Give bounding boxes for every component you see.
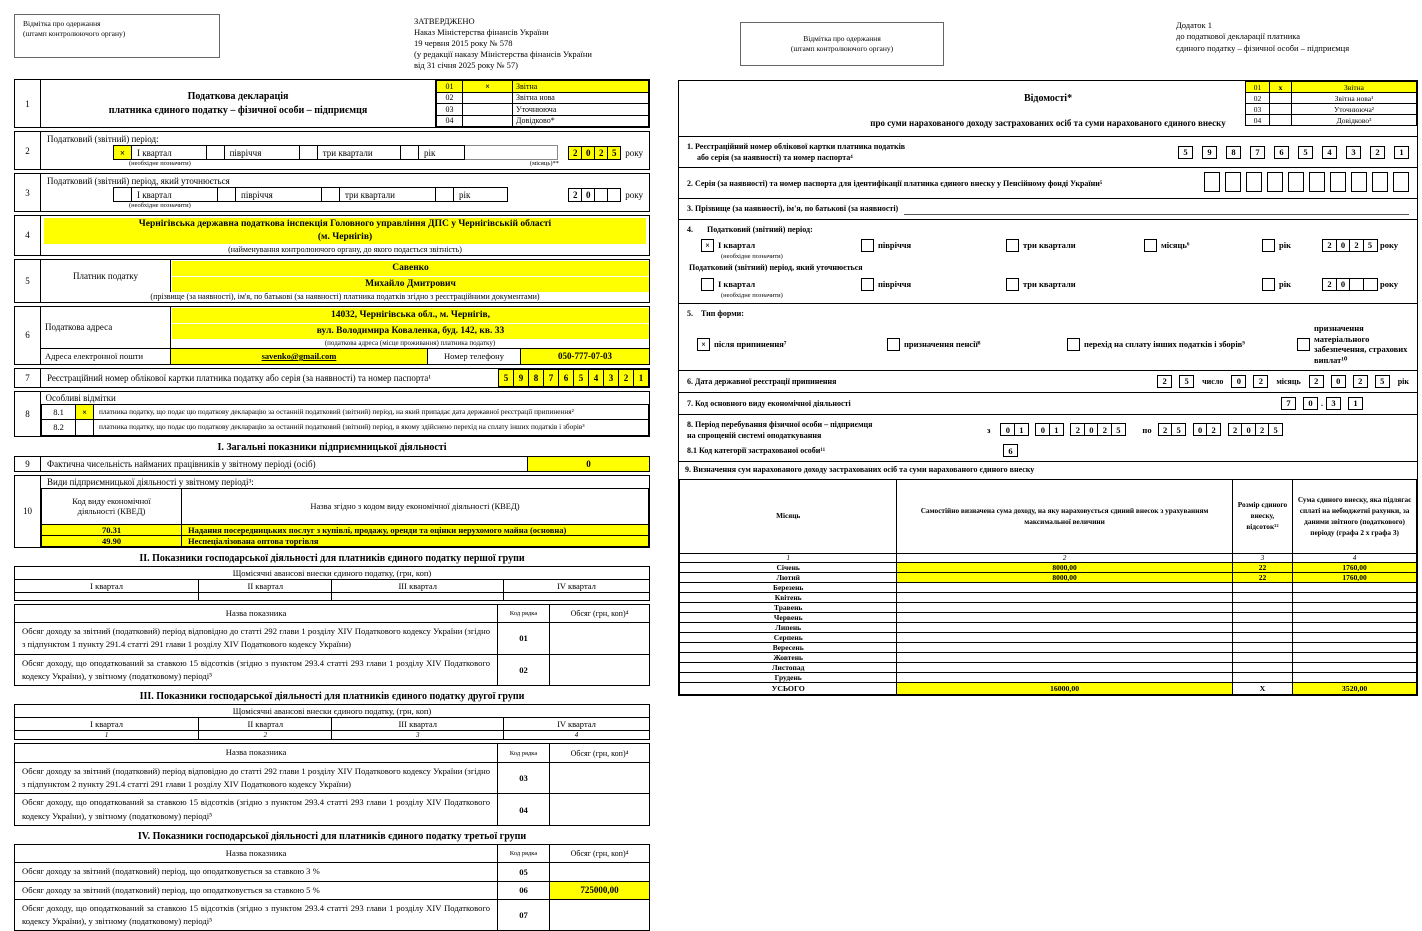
value-01[interactable] — [550, 623, 650, 655]
sum-cell[interactable] — [1293, 663, 1417, 673]
month-row-lyutyi: Лютий 8000,00 22 1760,00 — [680, 573, 1417, 583]
to-year-digit[interactable]: 2 — [1228, 423, 1243, 436]
year-digit[interactable]: 0 — [1331, 375, 1346, 388]
clar-q1-checkbox[interactable] — [701, 278, 714, 291]
year-digit[interactable]: 2 — [568, 188, 582, 202]
from-day-digit[interactable]: 1 — [1014, 423, 1029, 436]
mark-8-2-checkbox[interactable] — [76, 420, 94, 436]
appendix-label: Додаток 1 до податкової декларації платника єдиного податку – фізичної особи – підприємця — [1176, 20, 1350, 53]
address-line2[interactable]: вул. Володимира Коваленка, буд. 142, кв. 33 — [172, 324, 649, 339]
rate-cell[interactable] — [1232, 673, 1292, 683]
period-year-checkbox[interactable] — [1262, 239, 1275, 252]
income-cell[interactable] — [897, 623, 1232, 633]
item2-report-period: 2 Податковий (звітний) період: × І квартал півріччя три квартали рік 2 0 2 5 року (необхідне позначити) (місяць)** — [14, 131, 650, 170]
indicator-row-04: Обсяг доходу, що оподаткований за ставкою 15 відсотків (згідно з пунктом 293.4 статті 293 глави 1 розділу XIV Податкового кодексу України), у звітному (податковому) періоді⁵ 04 — [15, 794, 650, 826]
r4-period: 4. Податковий (звітний) період: × І квартал (необхідне позначити) півріччя три квартали місяць⁶ рік 2 0 2 5 року Податковий (звітний) період, який уточнюється І квартал (необхідне позначити) півріччя три квартали рік 2 0 року — [679, 219, 1417, 303]
type-row-utochnyuyucha[interactable]: 03 Уточнююча — [437, 104, 649, 116]
income-cell[interactable] — [897, 583, 1232, 593]
item4-tax-office: 4 Чернігівська державна податкова інспекція Головного управління ДПС у Чернігівській області (м. Чернігів) (найменування контролюючого органу, до якого подається звітність) — [14, 215, 650, 256]
rate-cell[interactable] — [1232, 593, 1292, 603]
section2-title: ІІ. Показники господарської діяльності для платників єдиного податку першої групи — [139, 552, 525, 564]
year-digit[interactable]: 2 — [1322, 278, 1337, 291]
value-04[interactable] — [550, 794, 650, 826]
q1-advance-cell[interactable]: 1 — [15, 731, 199, 740]
month-row: Липень — [680, 623, 1417, 633]
month-row: Грудень — [680, 673, 1417, 683]
year-digit[interactable]: 2 — [1349, 239, 1364, 252]
simplified-period-dates: з 0 1 0 1 2 0 2 5 по 2 5 0 2 2 0 2 5 — [987, 423, 1282, 436]
rate-cell[interactable] — [1232, 653, 1292, 663]
type-checkbox-zvitna-nova[interactable] — [463, 92, 513, 104]
r2-passport-boxes — [1199, 172, 1409, 194]
month-row: Жовтень — [680, 653, 1417, 663]
section3-advance-table: Щомісячні авансові внески єдиного податку, (грн, коп) І квартал ІІ квартал ІІІ квартал IV квартал 1 2 3 4 — [14, 704, 650, 740]
value-05[interactable] — [550, 863, 650, 881]
rate-cell[interactable]: 22 — [1232, 573, 1292, 583]
year-digit[interactable]: 0 — [1336, 239, 1351, 252]
clarified-year: 2 0 року — [568, 188, 643, 202]
report-year: 2 0 2 5 року — [568, 146, 643, 160]
type-row-dovidkovo[interactable]: 04 Довідково³ — [1246, 115, 1417, 126]
from-year-digit[interactable]: 2 — [1070, 423, 1085, 436]
r9-contributions: 9. Визначення сум нарахованого доходу застрахованих осіб та суми нарахованого єдиного внеску Місяць Самостійно визначена сума доходу, на яку нараховується єдиний внесок з урахуванням максимальної величини Розмір єдиного внеску, відсоток¹² Сума єдиного внеску, яка підлягає сплаті на небюджетні рахунки, за даними звітного (податкового) періоду (графа 2 х графа 3) 1 2 3 4 Січень 8000,00 22 1760,00 Лютий 8000,00 22 1760,00 Березень Квітень Травень Червень Липень Серпень Вересень Жовтень Листопад Грудень УСЬОГО 16000,00 X 3520,00 — [679, 461, 1417, 695]
period-halfyear-checkbox[interactable] — [861, 239, 874, 252]
section2-indicators-table: Назва показника Код рядка Обсяг (грн, коп)⁴ Обсяг доходу за звітний (податковий) період відповідно до статті 292 глави 1 розділу XIV Податкового кодексу України (згідно з підпунктом 1 пункту 291.4 статті 291 глави 1 розділу XIV Податкового кодексу України) 01 Обсяг доходу, що оподаткований за ставкою 15 відсотків (згідно з пунктом 293.4 статті 293 глави 1 розділу XIV Податкового кодексу України), у звітному (податковому) періоді⁵ 02 — [14, 604, 650, 687]
id-digit[interactable]: 2 — [1370, 146, 1385, 159]
kved-code-boxes: 7 0 . 3 1 — [1281, 397, 1363, 410]
income-cell[interactable] — [897, 673, 1232, 683]
clar-halfyear-checkbox[interactable] — [218, 188, 236, 202]
item3-clarified-period: 3 Податковий (звітний) період, який уточнюється І квартал півріччя три квартали рік 2 0 року (необхідне позначити) — [14, 173, 650, 212]
page-title: Податкова декларація платника єдиного податку – фізичної особи – підприємця — [108, 90, 368, 116]
r7-kved-code: 7. Код основного виду економічної діяльності 7 0 . 3 1 — [679, 392, 1417, 414]
value-07[interactable] — [550, 899, 650, 931]
q2-advance-cell[interactable]: 2 — [199, 731, 332, 740]
period-year-checkbox[interactable] — [401, 146, 419, 160]
year-digit[interactable]: 2 — [568, 146, 582, 160]
appendix-type-table — [1245, 81, 1417, 126]
year-digit[interactable]: 2 — [1353, 375, 1368, 388]
type-checkbox-utochnyuyucha[interactable] — [1270, 104, 1292, 115]
year-digit[interactable]: 0 — [581, 146, 595, 160]
sum-cell[interactable] — [1293, 613, 1417, 623]
id-digit[interactable]: 8 — [1226, 146, 1241, 159]
passport-box[interactable] — [1204, 172, 1220, 192]
id-digit[interactable]: 7 — [1250, 146, 1265, 159]
type-checkbox-dovidkovo[interactable] — [463, 115, 513, 127]
q4-advance-cell[interactable]: 4 — [503, 731, 649, 740]
sum-cell[interactable] — [1293, 673, 1417, 683]
rate-cell[interactable] — [1232, 643, 1292, 653]
sum-cell[interactable] — [1293, 653, 1417, 663]
receipt-stamp-box — [14, 14, 220, 58]
sum-cell[interactable]: 1760,00 — [1293, 563, 1417, 573]
income-cell[interactable] — [897, 663, 1232, 673]
pension-checkbox[interactable] — [887, 338, 900, 351]
kved-row[interactable]: 70.31 Надання посередницьких послуг з купівлі, продажу, оренди та оцінки нерухомого майна (основна) — [42, 524, 649, 535]
to-year-digit[interactable]: 0 — [1241, 423, 1256, 436]
total-rate: X — [1232, 683, 1292, 695]
type-row-zvitna-nova[interactable]: 02 Звітна нова — [437, 92, 649, 104]
termination-date: 2 5 число 0 2 місяць 2 0 2 5 рік — [1157, 375, 1409, 388]
stamp-line2: (штамп контролюючого органу) — [23, 29, 126, 39]
clar-year-checkbox[interactable] — [436, 188, 454, 202]
id-digit[interactable]: 6 — [558, 369, 574, 387]
type-checkbox-zvitna[interactable]: × — [463, 81, 513, 93]
id-digit[interactable]: 9 — [1202, 146, 1217, 159]
appendix-page — [678, 14, 1418, 696]
total-sum[interactable]: 3520,00 — [1293, 683, 1417, 695]
period-q1-checkbox[interactable]: × — [701, 239, 714, 252]
passport-box[interactable] — [1288, 172, 1304, 192]
kved-code-header: Код виду економічної діяльності (КВЕД) — [42, 488, 182, 524]
clar-year-checkbox[interactable] — [1262, 278, 1275, 291]
q3-advance-cell[interactable] — [332, 592, 503, 600]
month-row: Квітень — [680, 593, 1417, 603]
q1-advance-cell[interactable] — [15, 592, 199, 600]
appendix-title: Відомості* — [1023, 93, 1073, 104]
from-year-digit[interactable]: 0 — [1084, 423, 1099, 436]
year-digit[interactable]: 2 — [1322, 239, 1337, 252]
year-digit[interactable] — [1363, 278, 1378, 291]
income-cell[interactable] — [897, 603, 1232, 613]
type-row-zvitna-nova[interactable]: 02 Звітна нова¹ — [1246, 93, 1417, 104]
income-cell[interactable] — [897, 653, 1232, 663]
other-taxes-checkbox[interactable] — [1067, 338, 1080, 351]
income-cell[interactable] — [897, 613, 1232, 623]
indicator-row-02: Обсяг доходу, що оподаткований за ставкою 15 відсотків (згідно з пунктом 293.4 статті 293 глави 1 розділу XIV Податкового кодексу України), у звітному (податковому) періоді⁵ 02 — [15, 654, 650, 686]
type-checkbox-utochnyuyucha[interactable] — [463, 104, 513, 116]
type-checkbox-zvitna-nova[interactable] — [1270, 93, 1292, 104]
passport-box[interactable] — [1393, 172, 1409, 192]
sum-cell[interactable] — [1293, 603, 1417, 613]
taxpayer-surname[interactable]: Савенко — [172, 261, 649, 276]
id-digit[interactable]: 5 — [1178, 146, 1193, 159]
year-digit[interactable]: 0 — [1336, 278, 1351, 291]
type-row-zvitna[interactable]: 01 × Звітна — [437, 81, 649, 93]
rate-cell[interactable] — [1232, 583, 1292, 593]
clar-halfyear-checkbox[interactable] — [861, 278, 874, 291]
section4-indicators-table: Назва показника Код рядка Обсяг (грн, коп)⁴ Обсяг доходу за звітний (податковий) період, що оподатковується за ставкою 3 % 05 Обсяг доходу за звітний (податковий) період, що оподатковується за ставкою 5 % 06 725000,00 Обсяг доходу, що оподаткований за ставкою 15 відсотків (згідно з пунктом 293.4 статті 293 глави 1 розділу XIV Податкового кодексу України), у звітному (податковому) періоді⁵ 07 — [14, 844, 650, 931]
income-cell[interactable]: 8000,00 — [897, 563, 1232, 573]
tax-id-digits — [498, 369, 649, 387]
month-row: Вересень — [680, 643, 1417, 653]
to-month-digit[interactable]: 2 — [1206, 423, 1221, 436]
id-digit[interactable]: 8 — [528, 369, 544, 387]
appendix-subtitle: про суми нарахованого доходу застрахованих осіб та суми нарахованого єдиного внеску — [870, 118, 1226, 128]
from-day-digit[interactable]: 0 — [1000, 423, 1015, 436]
q3-advance-cell[interactable]: 3 — [332, 731, 503, 740]
contributions-table: Місяць Самостійно визначена сума доходу, на яку нараховується єдиний внесок з урахуванням максимальної величини Розмір єдиного внеску, відсоток¹² Сума єдиного внеску, яка підлягає сплаті на небюджетні рахунки, за даними звітного (податкового) періоду (графа 2 х графа 3) 1 2 3 4 Січень 8000,00 22 1760,00 Лютий 8000,00 22 1760,00 Березень Квітень Травень Червень Липень Серпень Вересень Жовтень Листопад Грудень УСЬОГО 16000,00 X 3520,00 — [679, 479, 1417, 695]
r6-termination-date: 6. Дата державної реєстрації припинення 2 5 число 0 2 місяць 2 0 2 5 рік — [679, 370, 1417, 392]
month-row: Травень — [680, 603, 1417, 613]
mark-8-1-checkbox[interactable]: × — [76, 404, 94, 420]
item5-taxpayer: 5 Платник податку Савенко Михайло Дмитрович (прізвище (за наявності), ім'я, по батькові (за наявності) платника податків згідно з реєстраційними документами) — [14, 259, 650, 303]
r5-form-type: 5. Тип форми: × після припинення⁷ призначення пенсії⁸ перехід на сплату інших податків і зборів⁹ призначення матеріального забезпечення, страхових виплат¹⁰ — [679, 303, 1417, 370]
section2-advance-table: Щомісячні авансові внески єдиного податку, (грн, коп) І квартал ІІ квартал ІІІ квартал IV квартал — [14, 566, 650, 601]
insured-category-code[interactable]: 6 — [1003, 444, 1018, 457]
r1-digits — [1171, 146, 1409, 159]
kved-digit[interactable]: 0 — [1303, 397, 1318, 410]
item1-declaration-title: 1 Податкова декларація платника єдиного податку – фізичної особи – підприємця 01 × Звітна 02 Звітна нова 03 Уточнююча 04 Довідково* — [14, 79, 650, 128]
item8-special-marks: 8 Особливі відмітки 8.1 × платника податку, що подає цю податкову декларацію за останній податковий (звітний) період, на який припадає дата державної реєстрації припинення² 8.2 платника податку, що подає цю податкову декларацію за останній податковий (звітний) період, в якому здійснено перехід на сплату інших податків і зборів³ — [14, 391, 650, 437]
from-month-digit[interactable]: 1 — [1049, 423, 1064, 436]
income-cell[interactable] — [897, 633, 1232, 643]
type-row-dovidkovo[interactable]: 04 Довідково* — [437, 115, 649, 127]
period-3q-checkbox[interactable] — [299, 146, 317, 160]
r8-simplified-period: 8. Період перебування фізичної особи – підприємця на спрощеній системі оподаткування з 0 1 0 1 2 0 2 5 по 2 5 0 2 2 0 2 5 8.1 Код категорії застрахованої особи¹¹ 6 — [679, 414, 1417, 461]
kved-digit[interactable]: 7 — [1281, 397, 1296, 410]
kved-digit[interactable]: 3 — [1326, 397, 1341, 410]
kved-row[interactable]: 49.90 Неспеціалізована оптова торгівля — [42, 535, 649, 546]
material-support-checkbox[interactable] — [1297, 338, 1310, 351]
declaration-page — [14, 14, 650, 931]
month-digit[interactable]: 0 — [1231, 375, 1246, 388]
type-row-utochnyuyucha[interactable]: 03 Уточнююча² — [1246, 104, 1417, 115]
item6-address: 6 Податкова адреса 14032, Чернігівська обл., м. Чернігів, вул. Володимира Коваленка, буд. 142, кв. 33 (податкова адреса (місце проживання) платника податку) Адреса електронної пошти savenko@gmail.com Номер телефону 050-777-07-03 — [14, 306, 650, 365]
passport-box[interactable] — [1351, 172, 1367, 192]
from-year-digit[interactable]: 2 — [1097, 423, 1112, 436]
passport-box[interactable] — [1330, 172, 1346, 192]
period-halfyear-checkbox[interactable] — [206, 146, 224, 160]
tax-office-name[interactable]: Чернігівська державна податкова інспекція Головного управління ДПС у Чернігівській області (м. Чернігів) — [44, 218, 646, 244]
declaration-type-table — [435, 80, 649, 127]
item9-employees: 9 Фактична чисельність найманих працівників у звітному періоді (осіб) 0 — [14, 456, 650, 472]
kved-digit[interactable]: 1 — [1348, 397, 1363, 410]
to-day-digit[interactable]: 2 — [1158, 423, 1173, 436]
section4-title: IV. Показники господарської діяльності для платників єдиного податку третьої групи — [137, 830, 527, 842]
rate-cell[interactable] — [1232, 603, 1292, 613]
email-link[interactable]: savenko@gmail.com — [171, 349, 427, 364]
taxpayer-name[interactable]: Михайло Дмитрович — [172, 277, 649, 292]
after-termination-checkbox[interactable]: × — [697, 338, 710, 351]
vidomosti-box — [678, 80, 1418, 696]
to-month-digit[interactable]: 0 — [1193, 423, 1208, 436]
rate-cell[interactable] — [1232, 623, 1292, 633]
section1-title: І. Загальні показники підприємницької діяльності — [217, 441, 447, 453]
value-02[interactable] — [550, 654, 650, 686]
period-q1-checkbox[interactable]: × — [114, 146, 132, 160]
year-digit[interactable]: 2 — [594, 146, 608, 160]
to-year-digit[interactable]: 2 — [1255, 423, 1270, 436]
year-digit[interactable]: 5 — [1363, 239, 1378, 252]
period-month-cell[interactable] — [465, 146, 558, 160]
day-digit[interactable]: 5 — [1179, 375, 1194, 388]
period-3q-checkbox[interactable] — [1006, 239, 1019, 252]
passport-box[interactable] — [1225, 172, 1241, 192]
from-month-digit[interactable]: 0 — [1035, 423, 1050, 436]
from-year-digit[interactable]: 5 — [1111, 423, 1126, 436]
passport-box[interactable] — [1267, 172, 1283, 192]
id-digit[interactable]: 3 — [603, 369, 619, 387]
income-cell[interactable] — [897, 593, 1232, 603]
type-checkbox-dovidkovo[interactable] — [1270, 115, 1292, 126]
month-row: Березень — [680, 583, 1417, 593]
value-03[interactable] — [550, 762, 650, 794]
q4-advance-cell[interactable] — [503, 592, 649, 600]
section3-title: ІІІ. Показники господарської діяльності для платників єдиного податку другої групи — [139, 691, 525, 703]
sum-cell[interactable] — [1293, 593, 1417, 603]
r1-tax-id: 1. Реєстраційний номер облікової картки платника податків або серія (за наявності) та номер паспорта⁴ 5 9 8 7 6 5 4 3 2 1 — [679, 136, 1417, 167]
sum-cell[interactable] — [1293, 643, 1417, 653]
sum-cell[interactable]: 1760,00 — [1293, 573, 1417, 583]
clar-q1-checkbox[interactable] — [114, 188, 132, 202]
type-checkbox-zvitna[interactable]: x — [1270, 82, 1292, 93]
sum-cell[interactable] — [1293, 583, 1417, 593]
stamp-line1: Відмітка про одержання — [23, 19, 101, 28]
passport-box[interactable] — [1246, 172, 1262, 192]
id-digit[interactable]: 5 — [1298, 146, 1313, 159]
r8-1-insured-category: 8.1 Код категорії застрахованої особи¹¹ 6 — [687, 444, 1409, 457]
sum-cell[interactable] — [1293, 623, 1417, 633]
id-digit[interactable]: 9 — [513, 369, 529, 387]
day-digit[interactable]: 2 — [1157, 375, 1172, 388]
rate-cell[interactable] — [1232, 633, 1292, 643]
r2-passport: 2. Серія (за наявності) та номер паспорта для ідентифікації платника єдиного внеску у Пенсійному фонді України⁵ — [679, 167, 1417, 198]
month-row: Серпень — [680, 633, 1417, 643]
value-06[interactable]: 725000,00 — [550, 881, 650, 899]
year-digit[interactable]: 2 — [1309, 375, 1324, 388]
id-digit[interactable]: 1 — [633, 369, 649, 387]
id-digit[interactable]: 6 — [1274, 146, 1289, 159]
indicator-row-03: Обсяг доходу за звітний (податковий) період відповідно до статті 292 глави 1 розділу XIV Податкового кодексу України (згідно з підпунктом 2 пункту 291.4 статті 291 глави 1 розділу XIV Податкового кодексу України) 03 — [15, 762, 650, 794]
section3-indicators-table: Назва показника Код рядка Обсяг (грн, коп)⁴ Обсяг доходу за звітний (податковий) період відповідно до статті 292 глави 1 розділу XIV Податкового кодексу України (згідно з підпунктом 2 пункту 291.4 статті 291 глави 1 розділу XIV Податкового кодексу України) 03 Обсяг доходу, що оподаткований за ставкою 15 відсотків (згідно з пунктом 293.4 статті 293 глави 1 розділу XIV Податкового кодексу України), у звітному (податковому) періоді⁵ 04 — [14, 743, 650, 826]
passport-box[interactable] — [1372, 172, 1388, 192]
total-income[interactable]: 16000,00 — [897, 683, 1232, 695]
rate-cell[interactable] — [1232, 663, 1292, 673]
id-digit[interactable]: 2 — [618, 369, 634, 387]
r3-fullname: 3. Прізвище (за наявності), ім'я, по батькові (за наявності) — [679, 198, 1417, 218]
year-digit[interactable] — [594, 188, 608, 202]
month-row: Листопад — [680, 663, 1417, 673]
period-month-checkbox[interactable] — [1144, 239, 1157, 252]
month-digit[interactable]: 2 — [1253, 375, 1268, 388]
year-digit[interactable]: 0 — [581, 188, 595, 202]
q2-advance-cell[interactable] — [199, 592, 332, 600]
passport-box[interactable] — [1309, 172, 1325, 192]
id-digit[interactable]: 4 — [588, 369, 604, 387]
receipt-stamp-box: Відмітка про одержання (штамп контролюючого органу) — [740, 22, 944, 66]
item7-tax-id: 7 Реєстраційний номер облікової картки платника податку або серія (за наявності) та номер паспорта¹ 5 9 8 7 6 5 4 3 2 1 — [14, 368, 650, 388]
sum-cell[interactable] — [1293, 633, 1417, 643]
clar-3q-checkbox[interactable] — [322, 188, 340, 202]
id-digit[interactable]: 5 — [498, 369, 514, 387]
year-digit[interactable]: 5 — [607, 146, 621, 160]
indicator-row-01: Обсяг доходу за звітний (податковий) період відповідно до статті 292 глави 1 розділу XIV Податкового кодексу України (згідно з підпунктом 1 пункту 291.4 статті 291 глави 1 розділу XIV Податкового кодексу України) 01 — [15, 623, 650, 655]
rate-cell[interactable]: 22 — [1232, 563, 1292, 573]
fullname-input-line[interactable] — [904, 205, 1409, 215]
rate-cell[interactable] — [1232, 613, 1292, 623]
year-digit[interactable]: 5 — [1375, 375, 1390, 388]
id-digit[interactable]: 1 — [1394, 146, 1409, 159]
income-cell[interactable] — [897, 643, 1232, 653]
to-year-digit[interactable]: 5 — [1268, 423, 1283, 436]
id-digit[interactable]: 5 — [573, 369, 589, 387]
employees-count[interactable]: 0 — [527, 457, 649, 471]
indicator-row-07: Обсяг доходу, що оподаткований за ставкою 15 відсотків (згідно з пунктом 293.4 статті 293 глави 1 розділу XIV Податкового кодексу України), у звітному (податковому) періоді⁵ 07 — [15, 899, 650, 931]
year-digit[interactable] — [607, 188, 621, 202]
indicator-row-06: Обсяг доходу за звітний (податковий) період, що оподатковується за ставкою 5 % 06 725000,00 — [15, 881, 650, 899]
phone-value[interactable]: 050-777-07-03 — [521, 349, 649, 364]
address-line1[interactable]: 14032, Чернігівська обл., м. Чернігів, — [172, 308, 649, 323]
total-row: УСЬОГО 16000,00 X 3520,00 — [680, 683, 1417, 695]
month-row-sichen: Січень 8000,00 22 1760,00 — [680, 563, 1417, 573]
to-day-digit[interactable]: 5 — [1171, 423, 1186, 436]
id-digit[interactable]: 3 — [1346, 146, 1361, 159]
type-row-zvitna[interactable]: 01 x Звітна — [1246, 82, 1417, 93]
indicator-row-05: Обсяг доходу за звітний (податковий) період, що оподатковується за ставкою 3 % 05 — [15, 863, 650, 881]
id-digit[interactable]: 4 — [1322, 146, 1337, 159]
approved-block: ЗАТВЕРДЖЕНО Наказ Міністерства фінансів України 19 червня 2015 року № 578 (у редакції наказу Міністерства фінансів України від 31 січня 2025 року № 57) — [414, 16, 592, 71]
item10-kved: 10 Види підприємницької діяльності у звітному періоді³: Код виду економічної діяльності (КВЕД) Назва згідно з кодом виду економічної діяльності (КВЕД) 70.31 Надання посередницьких послуг з купівлі, продажу, оренди та оцінки нерухомого майна (основна) 49.90 Неспеціалізована оптова торгівля — [14, 475, 650, 548]
income-cell[interactable]: 8000,00 — [897, 573, 1232, 583]
clar-3q-checkbox[interactable] — [1006, 278, 1019, 291]
id-digit[interactable]: 7 — [543, 369, 559, 387]
month-row: Червень — [680, 613, 1417, 623]
